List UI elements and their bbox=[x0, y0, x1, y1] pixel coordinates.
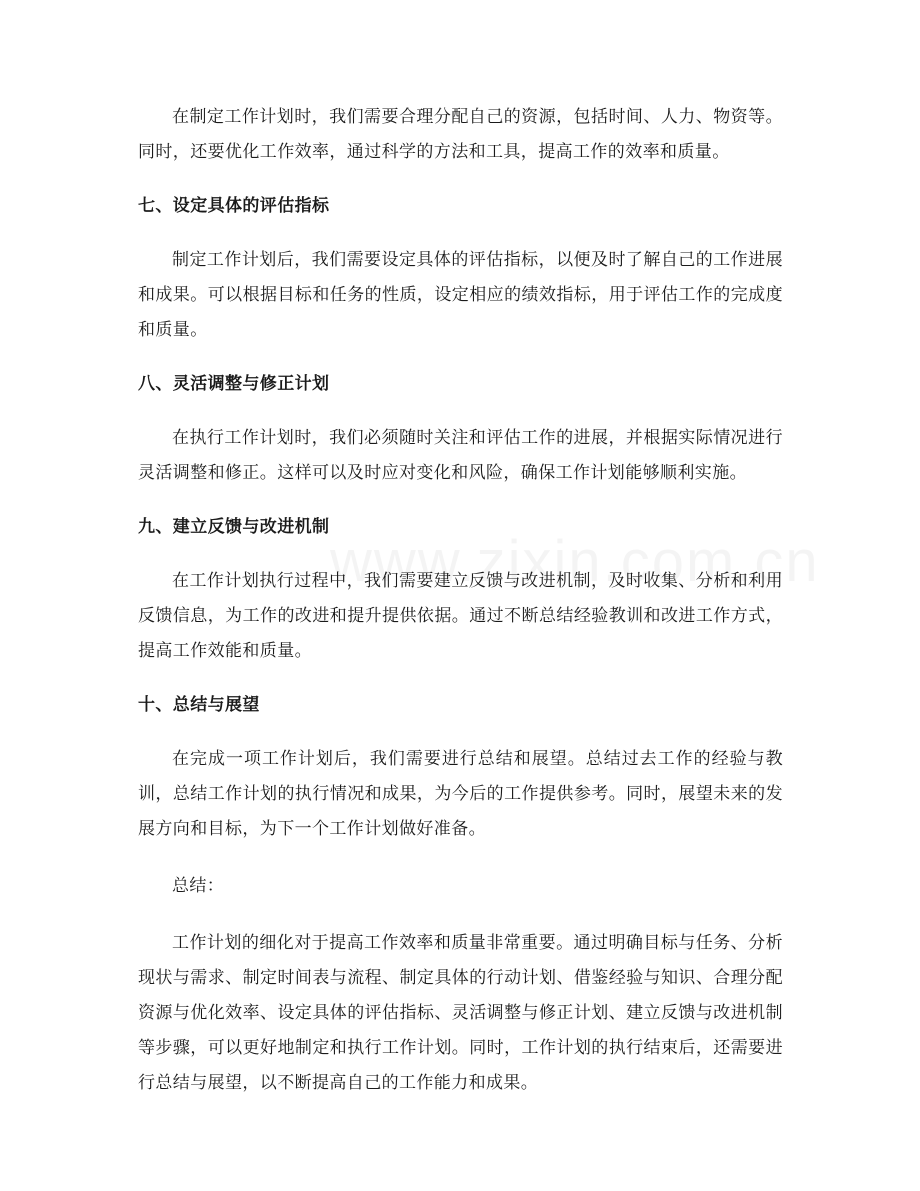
heading-section-9: 九、建立反馈与改进机制 bbox=[138, 517, 330, 537]
heading-section-8: 八、灵活调整与修正计划 bbox=[138, 374, 330, 394]
summary-label: 总结： bbox=[172, 876, 225, 896]
paragraph-section-9: 在工作计划执行过程中，我们需要建立反馈与改进机制，及时收集、分析和利用反馈信息，为工作的改进和提升提供依据。通过不断总结经验教训和改进工作方式，提高工作效能和质量。 bbox=[138, 571, 783, 661]
paragraph-summary: 工作计划的细化对于提高工作效率和质量非常重要。通过明确目标与任务、分析现状与需求、制定时间表与流程、制定具体的行动计划、借鉴经验与知识、合理分配资源与优化效率、设定具体的评估指标、灵活调整与修正计划、建立反馈与改进机制等步骤，可以更好地制定和执行工作计划。同时，工作计划的执行结束后，还需要进行总结与展望，以不断提高自己的工作能力和成果。 bbox=[138, 933, 783, 1093]
paragraph-intro: 在制定工作计划时，我们需要合理分配自己的资源，包括时间、人力、物资等。同时，还要优化工作效率，通过科学的方法和工具，提高工作的效率和质量。 bbox=[138, 107, 783, 162]
paragraph-section-10: 在完成一项工作计划后，我们需要进行总结和展望。总结过去工作的经验与教训，总结工作计划的执行情况和成果，为今后的工作提供参考。同时，展望未来的发展方向和目标，为下一个工作计划做好准备。 bbox=[138, 749, 783, 839]
paragraph-section-7: 制定工作计划后，我们需要设定具体的评估指标，以便及时了解自己的工作进展和成果。可以根据目标和任务的性质，设定相应的绩效指标，用于评估工作的完成度和质量。 bbox=[138, 250, 783, 340]
heading-section-7: 七、设定具体的评估指标 bbox=[138, 196, 330, 216]
heading-section-10: 十、总结与展望 bbox=[138, 695, 260, 715]
paragraph-section-8: 在执行工作计划时，我们必须随时关注和评估工作的进展，并根据实际情况进行灵活调整和修正。这样可以及时应对变化和风险，确保工作计划能够顺利实施。 bbox=[138, 428, 783, 483]
document-page bbox=[138, 100, 783, 1101]
